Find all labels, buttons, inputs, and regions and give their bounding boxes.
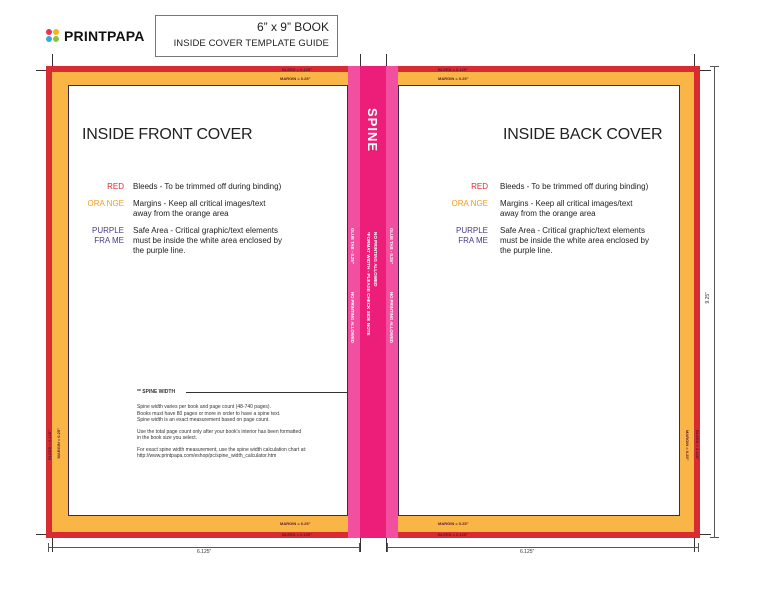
legend-orange-text-1: Margins - Keep all critical images/text <box>133 199 266 208</box>
spine-note-line: in the book size you select. <box>137 435 198 441</box>
spine-note-link: http://www.printpapa.com/eshop/pc/spine_width_calculator.htm <box>137 453 277 459</box>
front-heading: INSIDE FRONT COVER <box>82 126 253 143</box>
height-label: 9.25" <box>705 292 711 304</box>
glue-right-note-1: GLUE TAB - 0.25" <box>389 228 394 264</box>
logo-dots-icon <box>46 29 60 43</box>
legend-orange-key-back: ORA NGE <box>451 199 488 208</box>
legend-orange-key: ORA NGE <box>87 199 124 208</box>
legend-purple-text-2: must be inside the white area enclosed by <box>133 236 282 245</box>
spine-arrow <box>186 392 368 393</box>
glue-right-note-2: NO PRINTING ALLOWED <box>389 292 394 343</box>
crop-mark <box>694 538 695 552</box>
brand-name: PRINTPAPA <box>64 28 145 44</box>
glue-left-note-1: GLUE TAB - 0.25" <box>350 228 355 264</box>
spine-note-1: NO PRINTING ALLOWED <box>373 232 378 287</box>
spine-note-line: Books must have 80 pages or more in order to have a spine text. <box>137 410 281 417</box>
back-side-bleed-label: BLEED = 0.125" <box>695 430 700 461</box>
legend-purple-text-3-back: the purple line. <box>500 246 553 255</box>
legend-purple-key-2: FRA ME <box>94 236 124 245</box>
legend-orange-text-1-back: Margins - Keep all critical images/text <box>500 199 633 208</box>
glue-left-note-2: NO PRINTING ALLOWED <box>350 292 355 343</box>
spine-note-line: Use the total page count only after your book's interior has been formatted <box>137 428 302 435</box>
printpapa-logo <box>46 28 145 44</box>
dim-tick <box>387 543 388 552</box>
page-title: 6” x 9” BOOK <box>256 20 329 34</box>
title-box <box>155 15 338 57</box>
dim-tick <box>710 537 719 538</box>
dim-tick <box>710 66 719 67</box>
spine-note-line: For exact spine width measurement, use the spine width calculation chart at: <box>137 446 307 453</box>
legend-red-text: Bleeds - To be trimmed off during binding) <box>133 182 282 191</box>
spine-note-body <box>137 404 342 460</box>
legend-purple-text-1: Safe Area - Critical graphic/text elements <box>133 226 278 235</box>
dim-tick <box>359 543 360 552</box>
spine-note-2: *FORMAT WIDTH - PLEASE CHECK SIDE NOTE <box>366 232 371 336</box>
spine-note-line: Spine width varies per book and page count (48-740 pages). <box>137 404 271 410</box>
front-bleed-label: BLEED = 0.125" <box>282 67 313 72</box>
legend-orange-text-2: away from the orange area <box>133 209 229 218</box>
front-side-bleed-label: BLEED = 0.125" <box>47 430 52 461</box>
legend-red-key-back: RED <box>471 182 488 191</box>
back-width-dimension-line <box>387 547 699 548</box>
crop-mark <box>52 538 53 552</box>
legend-red-text-back: Bleeds - To be trimmed off during binding) <box>500 182 649 191</box>
legend-purple-text-1-back: Safe Area - Critical graphic/text elements <box>500 226 645 235</box>
page-subtitle: INSIDE COVER TEMPLATE GUIDE <box>173 38 329 49</box>
front-width-label: 6.125" <box>197 549 212 555</box>
back-margin-label-bottom: MARGIN = 0.25" <box>438 521 469 526</box>
front-side-margin-label: MARGIN = 0.25" <box>56 428 61 459</box>
legend-orange-text-2-back: away from the orange area <box>500 209 596 218</box>
height-dimension-line <box>714 66 715 538</box>
front-margin-label-bottom: MARGIN = 0.25" <box>280 521 311 526</box>
back-side-margin-label: MARGIN = 0.25" <box>685 430 690 461</box>
back-width-label: 6.125" <box>520 549 535 555</box>
front-margin-label: MARGIN = 0.25" <box>280 76 311 81</box>
dim-tick <box>48 543 49 552</box>
legend-purple-key-1-back: PURPLE <box>455 226 488 235</box>
legend-purple-text-2-back: must be inside the white area enclosed by <box>500 236 649 245</box>
back-safe-area <box>398 85 680 516</box>
back-margin-label: MARGIN = 0.25" <box>438 76 469 81</box>
spine-note-line: Spine width is an exact measurement based on page count. <box>137 417 270 423</box>
legend-red-key: RED <box>107 182 124 191</box>
crop-mark <box>360 538 361 552</box>
back-heading: INSIDE BACK COVER <box>503 126 663 143</box>
dim-tick <box>698 543 699 552</box>
spine-title: SPINE <box>365 108 380 153</box>
front-bleed-label-bottom: BLEED = 0.125" <box>282 532 313 537</box>
legend-purple-key-1: PURPLE <box>91 226 124 235</box>
legend-purple-text-3: the purple line. <box>133 246 186 255</box>
back-bleed-label-bottom: BLEED = 0.125" <box>438 532 469 537</box>
spine-note-title: ** SPINE WIDTH <box>137 389 176 395</box>
front-width-dimension-line <box>48 547 360 548</box>
legend-purple-key-2-back: FRA ME <box>458 236 488 245</box>
back-bleed-label: BLEED = 0.125" <box>438 67 469 72</box>
